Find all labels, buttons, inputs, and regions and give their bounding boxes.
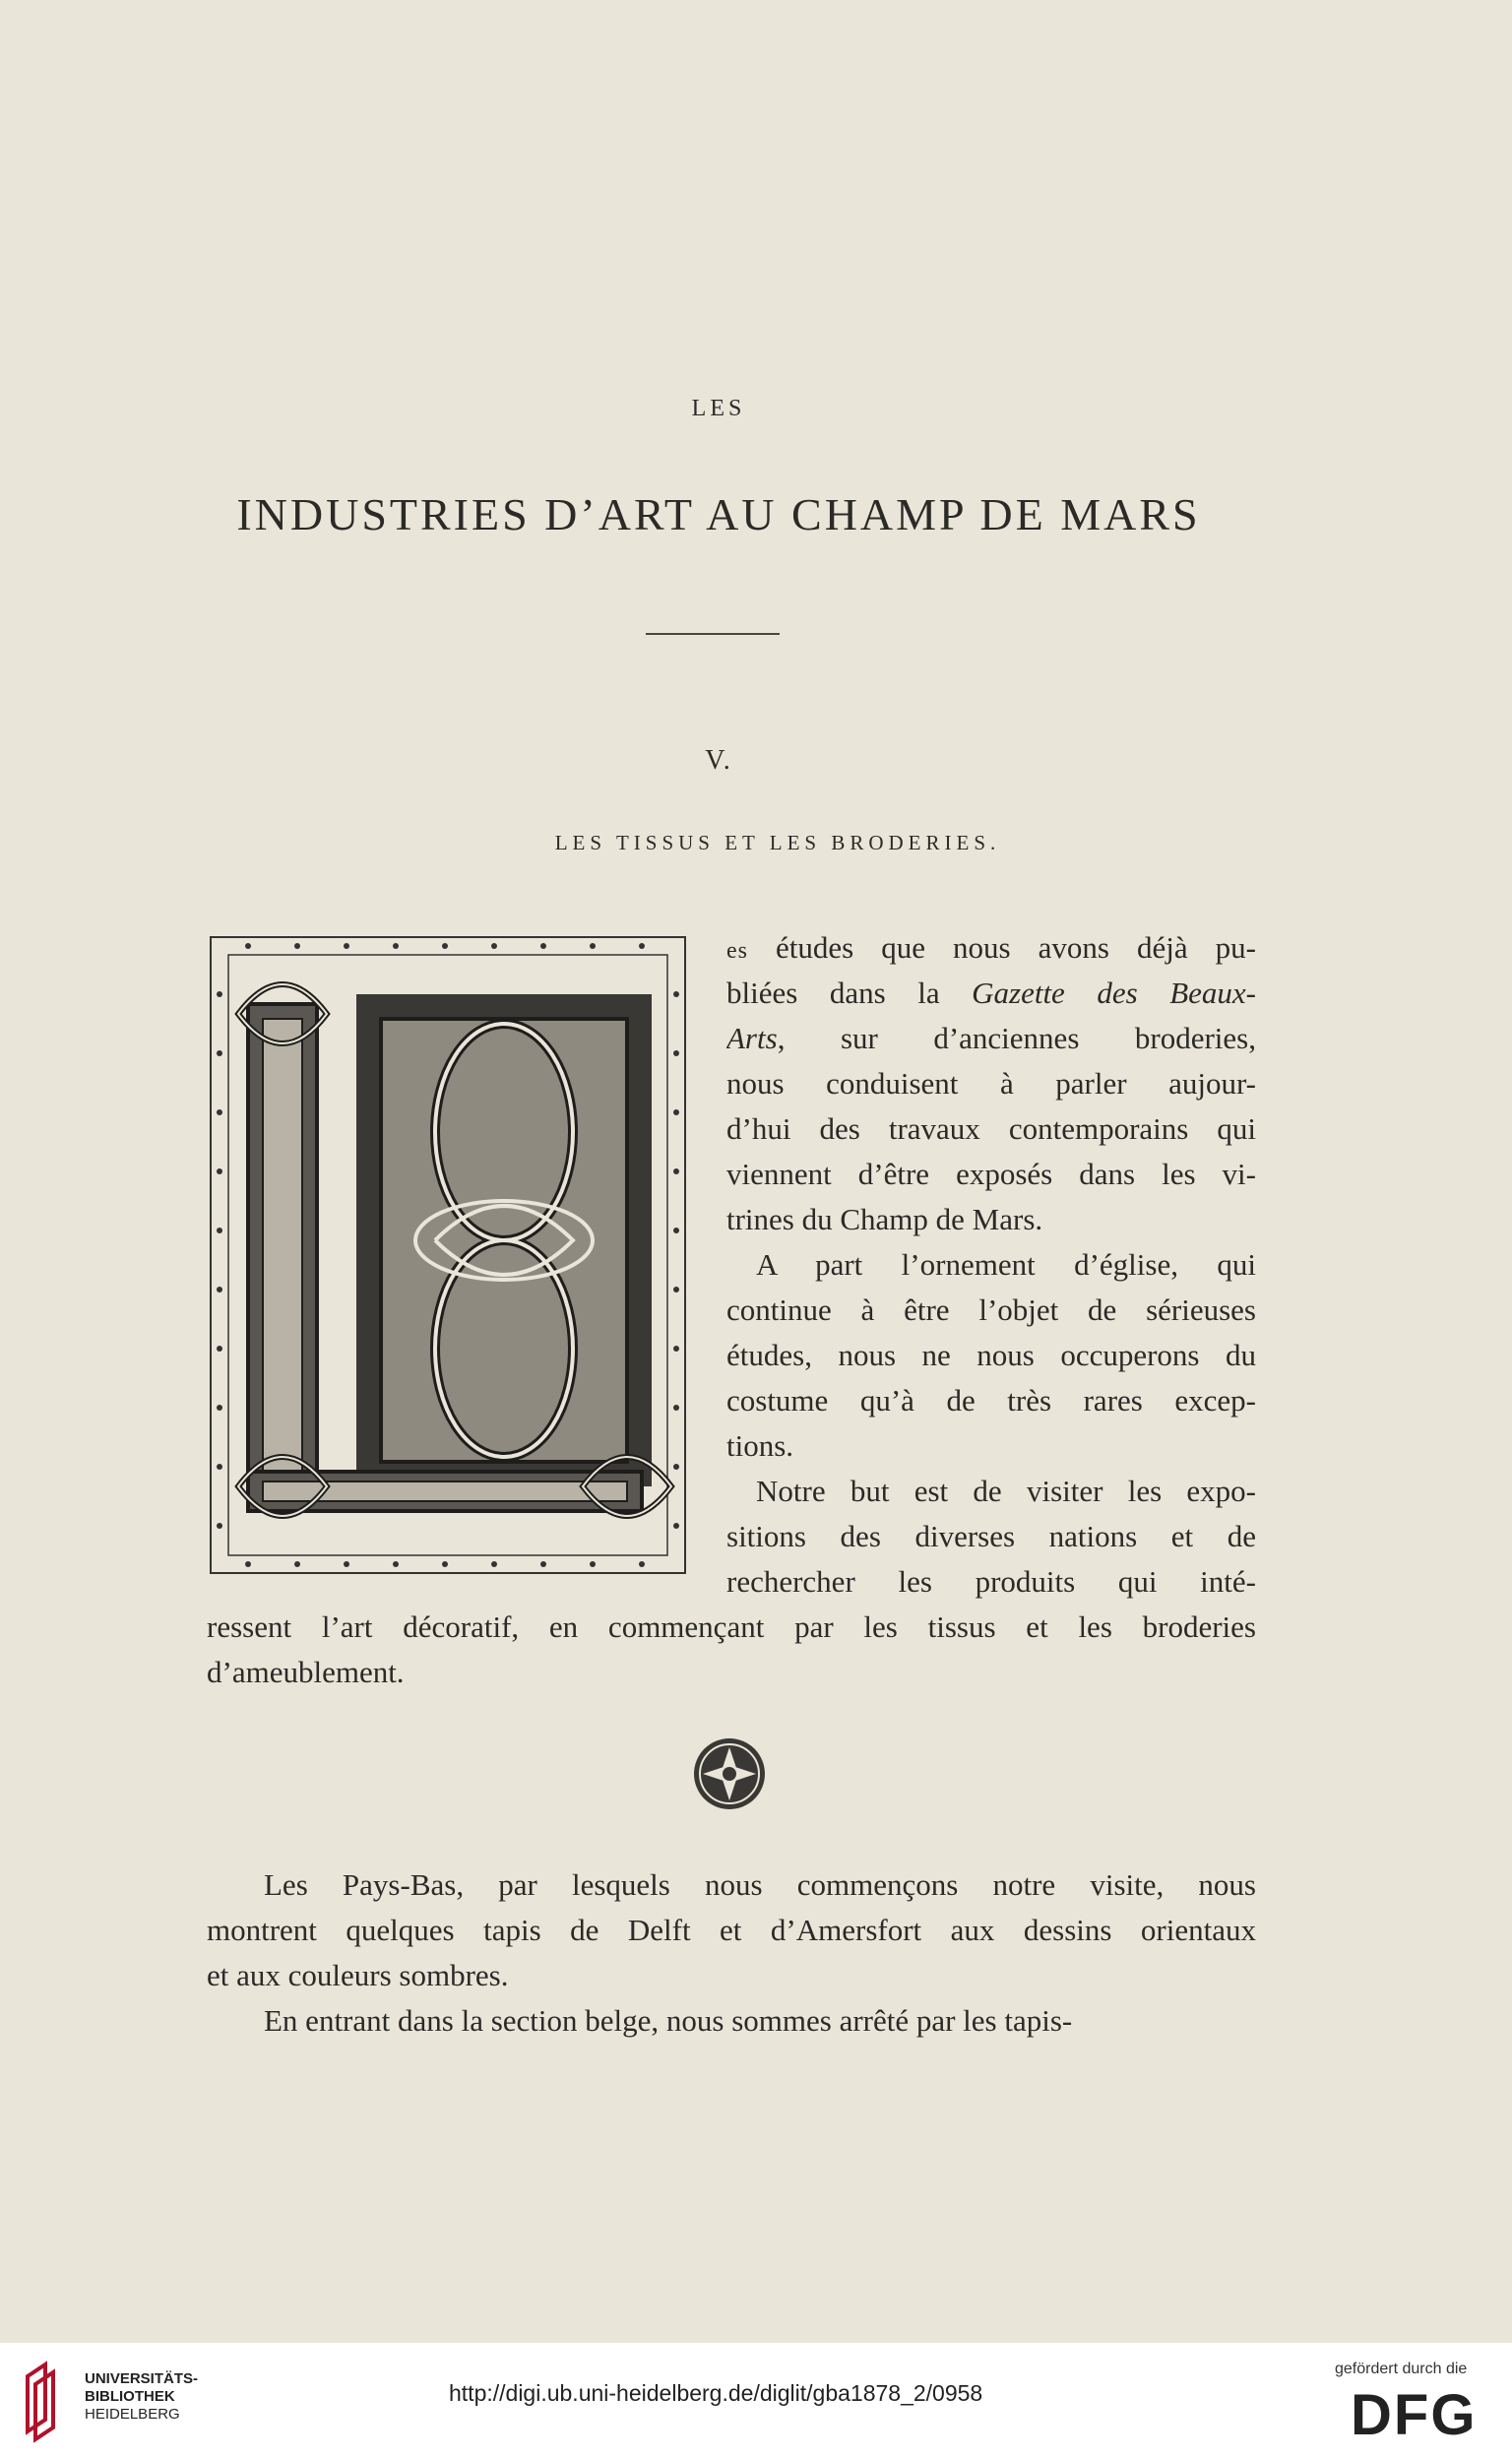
text-line: Notre but est de visiter les expo- xyxy=(756,1474,1256,1508)
journal-title-italic: Arts xyxy=(726,1021,778,1055)
text-line: viennent d’être exposés dans les vi- xyxy=(726,1157,1256,1191)
chapter-number: V. xyxy=(705,745,732,776)
text-span: études que nous avons déjà pu- xyxy=(748,930,1256,965)
dfg-logo: DFG xyxy=(1351,2383,1478,2447)
text-line: A part l’ornement d’église, qui xyxy=(756,1247,1256,1282)
text-line: sitions des diverses nations et de xyxy=(726,1519,1256,1553)
text-line: études, nous ne nous occuperons du xyxy=(726,1338,1256,1372)
library-name xyxy=(85,2370,198,2424)
text-line: d’hui des travaux contemporains qui xyxy=(726,1111,1256,1146)
text-line: continue à être l’objet de sérieuses xyxy=(726,1292,1256,1327)
library-name-line: HEIDELBERG xyxy=(85,2406,180,2423)
text-line: d’ameublement. xyxy=(207,1655,405,1689)
permalink-url[interactable]: http://digi.ub.uni-heidelberg.de/diglit/gba1878_2/0958 xyxy=(449,2380,983,2406)
rosette-ornament-icon xyxy=(691,1735,768,1812)
text-line: rechercher les produits qui inté- xyxy=(726,1564,1256,1599)
text-line: costume qu’à de très rares excep- xyxy=(726,1383,1256,1418)
text-line: En entrant dans la section belge, nous sommes arrêté par les tapis- xyxy=(264,2003,1073,2038)
text-span: bliées dans la xyxy=(726,976,973,1010)
text-line: montrent quelques tapis de Delft et d’Amersfort aux dessins orientaux xyxy=(207,1913,1256,1947)
text-line: Les Pays-Bas, par lesquels nous commençons notre visite, nous xyxy=(264,1867,1256,1902)
text-line: et aux couleurs sombres. xyxy=(207,1958,509,1992)
text-line: ressent l’art décoratif, en commençant par les tissus et les broderies xyxy=(207,1609,1256,1644)
library-logo-icon xyxy=(20,2357,59,2445)
text-line: nous conduisent à parler aujour- xyxy=(726,1066,1256,1101)
title-les: LES xyxy=(691,396,746,421)
text-line: trines du Champ de Mars. xyxy=(726,1202,1043,1236)
page-title: INDUSTRIES D’ART AU CHAMP DE MARS xyxy=(236,489,1201,539)
text-line: tions. xyxy=(726,1428,794,1463)
text-line xyxy=(726,1016,1256,1061)
smallcaps-text: es xyxy=(726,938,748,964)
decorated-initial-icon xyxy=(209,935,687,1575)
text-line xyxy=(726,925,1256,974)
funding-note: gefördert durch die xyxy=(1335,2361,1468,2377)
text-line xyxy=(726,971,1256,1016)
library-name-line: UNIVERSITÄTS- xyxy=(85,2370,199,2387)
text-span: , sur d’anciennes broderies, xyxy=(777,1021,1256,1055)
journal-title-italic: Gazette des Beaux- xyxy=(972,976,1256,1010)
library-name-line: BIBLIOTHEK xyxy=(85,2388,175,2405)
footer-bar xyxy=(0,2343,1512,2458)
section-heading: LES TISSUS ET LES BRODERIES. xyxy=(554,831,1001,854)
title-divider xyxy=(646,633,780,635)
